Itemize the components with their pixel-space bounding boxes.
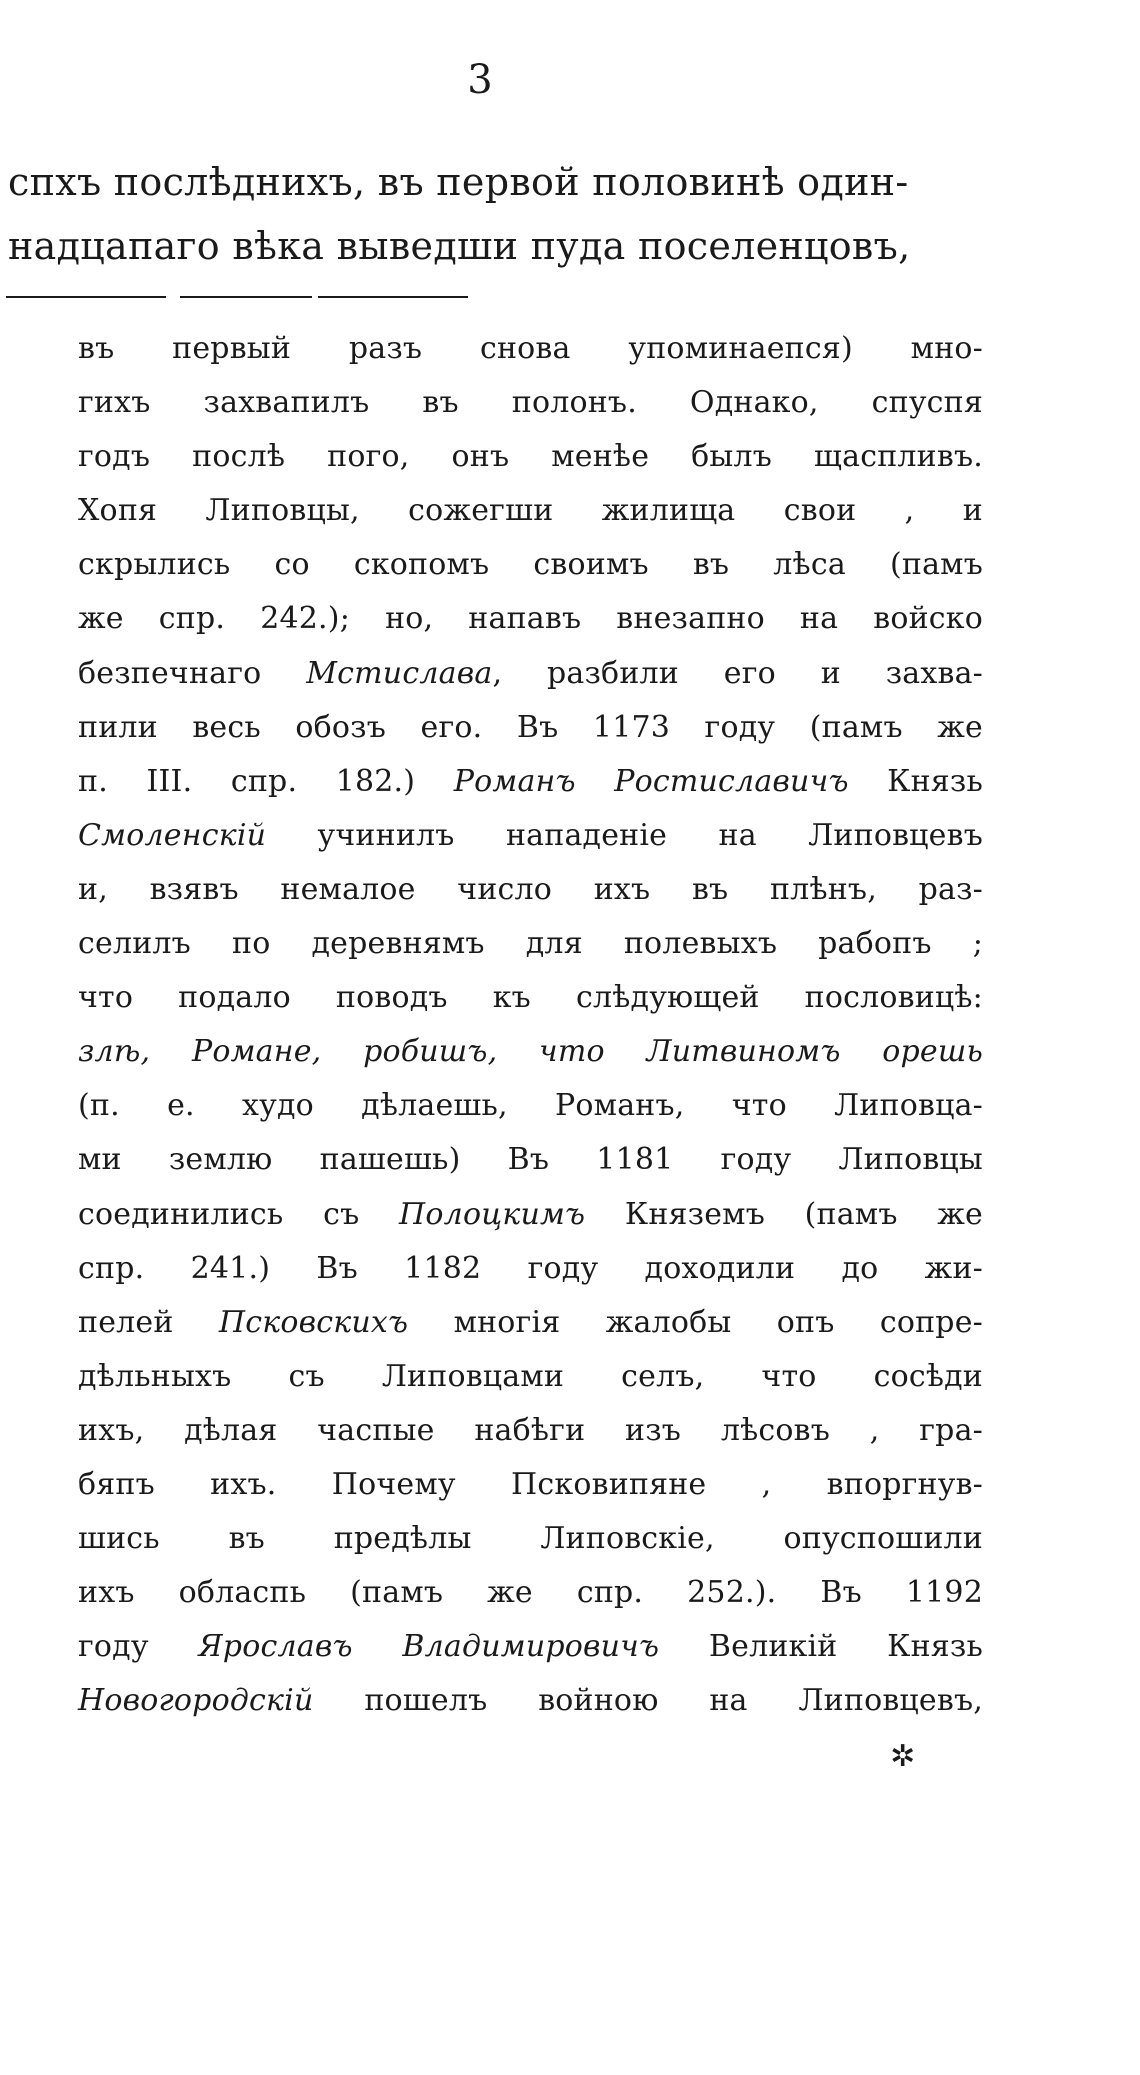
footnote-run: Хопя Липовцы, сожегши жилища свои , и (78, 493, 983, 529)
footnote-italic-run: злѣ, Романе, робишъ, что Литвиномъ орешь (78, 1034, 983, 1070)
footnote-run: пили весь обозъ его. Въ 1173 году (памъ же (78, 709, 983, 745)
footnote-separator (6, 296, 166, 298)
footnote-line (78, 1566, 983, 1620)
main-text (8, 150, 968, 278)
footnote-run: селилъ по деревнямъ для полевыхъ рабопъ ; (78, 926, 983, 962)
footnote-line (78, 917, 983, 971)
footnote-run: спр. 241.) Въ 1182 году доходили до жи- (78, 1250, 983, 1286)
footnote-run: въ первый разъ снова упоминаепся) мно- (78, 331, 983, 366)
footnote-run: шись въ предѣлы Липовскіе, опуспошили (78, 1521, 983, 1557)
footnote-line (78, 971, 983, 1025)
main-text-line: спхъ послѣднихъ, въ первой половинѣ один- (8, 160, 909, 204)
footnote-line (78, 647, 983, 701)
footnote-separator (318, 296, 468, 298)
footnote-run: пошелъ войною на Липовцевъ, (313, 1683, 983, 1719)
page-number: 3 (467, 57, 493, 103)
footnote-run: многія жалобы опъ сопре- (408, 1304, 983, 1340)
footnote-run: Великій Князь (659, 1629, 983, 1665)
footnote-line (78, 863, 983, 917)
footnote-line (78, 1079, 983, 1133)
footnote-line (78, 484, 983, 538)
footnote-run: п. III. спр. 182.) (78, 763, 454, 799)
footnote-line (78, 592, 983, 646)
footnote-line (78, 701, 983, 755)
footnote-run: что подало поводъ къ слѣдующей пословицѣ: (78, 980, 983, 1016)
footnote-run: соединились съ (78, 1196, 400, 1232)
footnote-line (78, 1404, 983, 1458)
footnote-italic-run: Новогородскій (78, 1683, 314, 1719)
footnote-run: безпечнаго (78, 655, 307, 691)
footnote-line (78, 430, 983, 484)
footnote-line (78, 755, 983, 809)
footnote-run: и, взявъ немалое число ихъ въ плѣнъ, раз- (78, 871, 983, 907)
footnote-line (78, 1025, 983, 1079)
footnote-italic-run: Смоленскій (78, 817, 267, 853)
footnote-run: скрылись со скопомъ своимъ въ лѣса (памъ (78, 547, 983, 583)
main-text-line: надцапаго вѣка выведши пуда поселенцовъ, (8, 224, 911, 268)
footnote-run: годъ послѣ пого, онъ менѣе былъ щаспливъ. (78, 439, 983, 475)
footnote-italic-run: Мстислава (306, 655, 493, 691)
footnote-run: учинилъ нападеніе на Липовцевъ (266, 817, 983, 853)
footnote-run: Князь (848, 763, 983, 799)
footnote-run: году (78, 1629, 199, 1665)
footnote-run: гихъ захвапилъ въ полонъ. Однако, спуспя (78, 385, 983, 421)
footnote-run: (п. е. худо дѣлаешь, Романъ, что Липовца- (78, 1088, 983, 1124)
footnote-italic-run: Полоцкимъ (399, 1196, 586, 1232)
footnote-line (78, 1620, 983, 1674)
footnote-line (78, 809, 983, 863)
ornament-mark: ✲ (890, 1739, 916, 1774)
footnote-line (78, 1674, 983, 1728)
footnote-line (78, 1242, 983, 1296)
footnote-run: ихъ облаcпь (памъ же спр. 252.). Въ 1192 (78, 1575, 983, 1611)
footnote-run: дѣльныхъ съ Липовцами селъ, что сосѣди (78, 1358, 983, 1394)
footnote-italic-run: Ярославъ Владимировичъ (198, 1629, 660, 1665)
footnote-line (78, 376, 983, 430)
footnote-run: ихъ, дѣлая часпые набѣги изъ лѣсовъ , гра- (78, 1412, 983, 1448)
footnote-line (78, 1133, 983, 1187)
footnote-run: , разбили его и захва- (492, 655, 983, 691)
footnote-text (78, 322, 983, 1728)
footnote-run: Княземъ (памъ же (585, 1196, 983, 1232)
footnote-run: ми землю пашешь) Въ 1181 году Липовцы (78, 1142, 983, 1178)
footnote-line (78, 538, 983, 592)
footnote-line (78, 1512, 983, 1566)
footnote-italic-run: Псковскихъ (218, 1304, 409, 1340)
footnote-line (78, 1458, 983, 1512)
footnote-line (78, 322, 983, 376)
footnote-line (78, 1188, 983, 1242)
footnote-italic-run: Романъ Ростиславичъ (453, 763, 849, 799)
footnote-run: бяпъ ихъ. Почему Псковипяне , впоргнув- (78, 1466, 983, 1502)
footnote-line (78, 1350, 983, 1404)
footnote-run: пелей (78, 1304, 219, 1340)
footnote-separator (180, 296, 312, 298)
footnote-line (78, 1296, 983, 1350)
footnote-run: же спр. 242.); но, напавъ внезапно на войско (78, 601, 983, 637)
